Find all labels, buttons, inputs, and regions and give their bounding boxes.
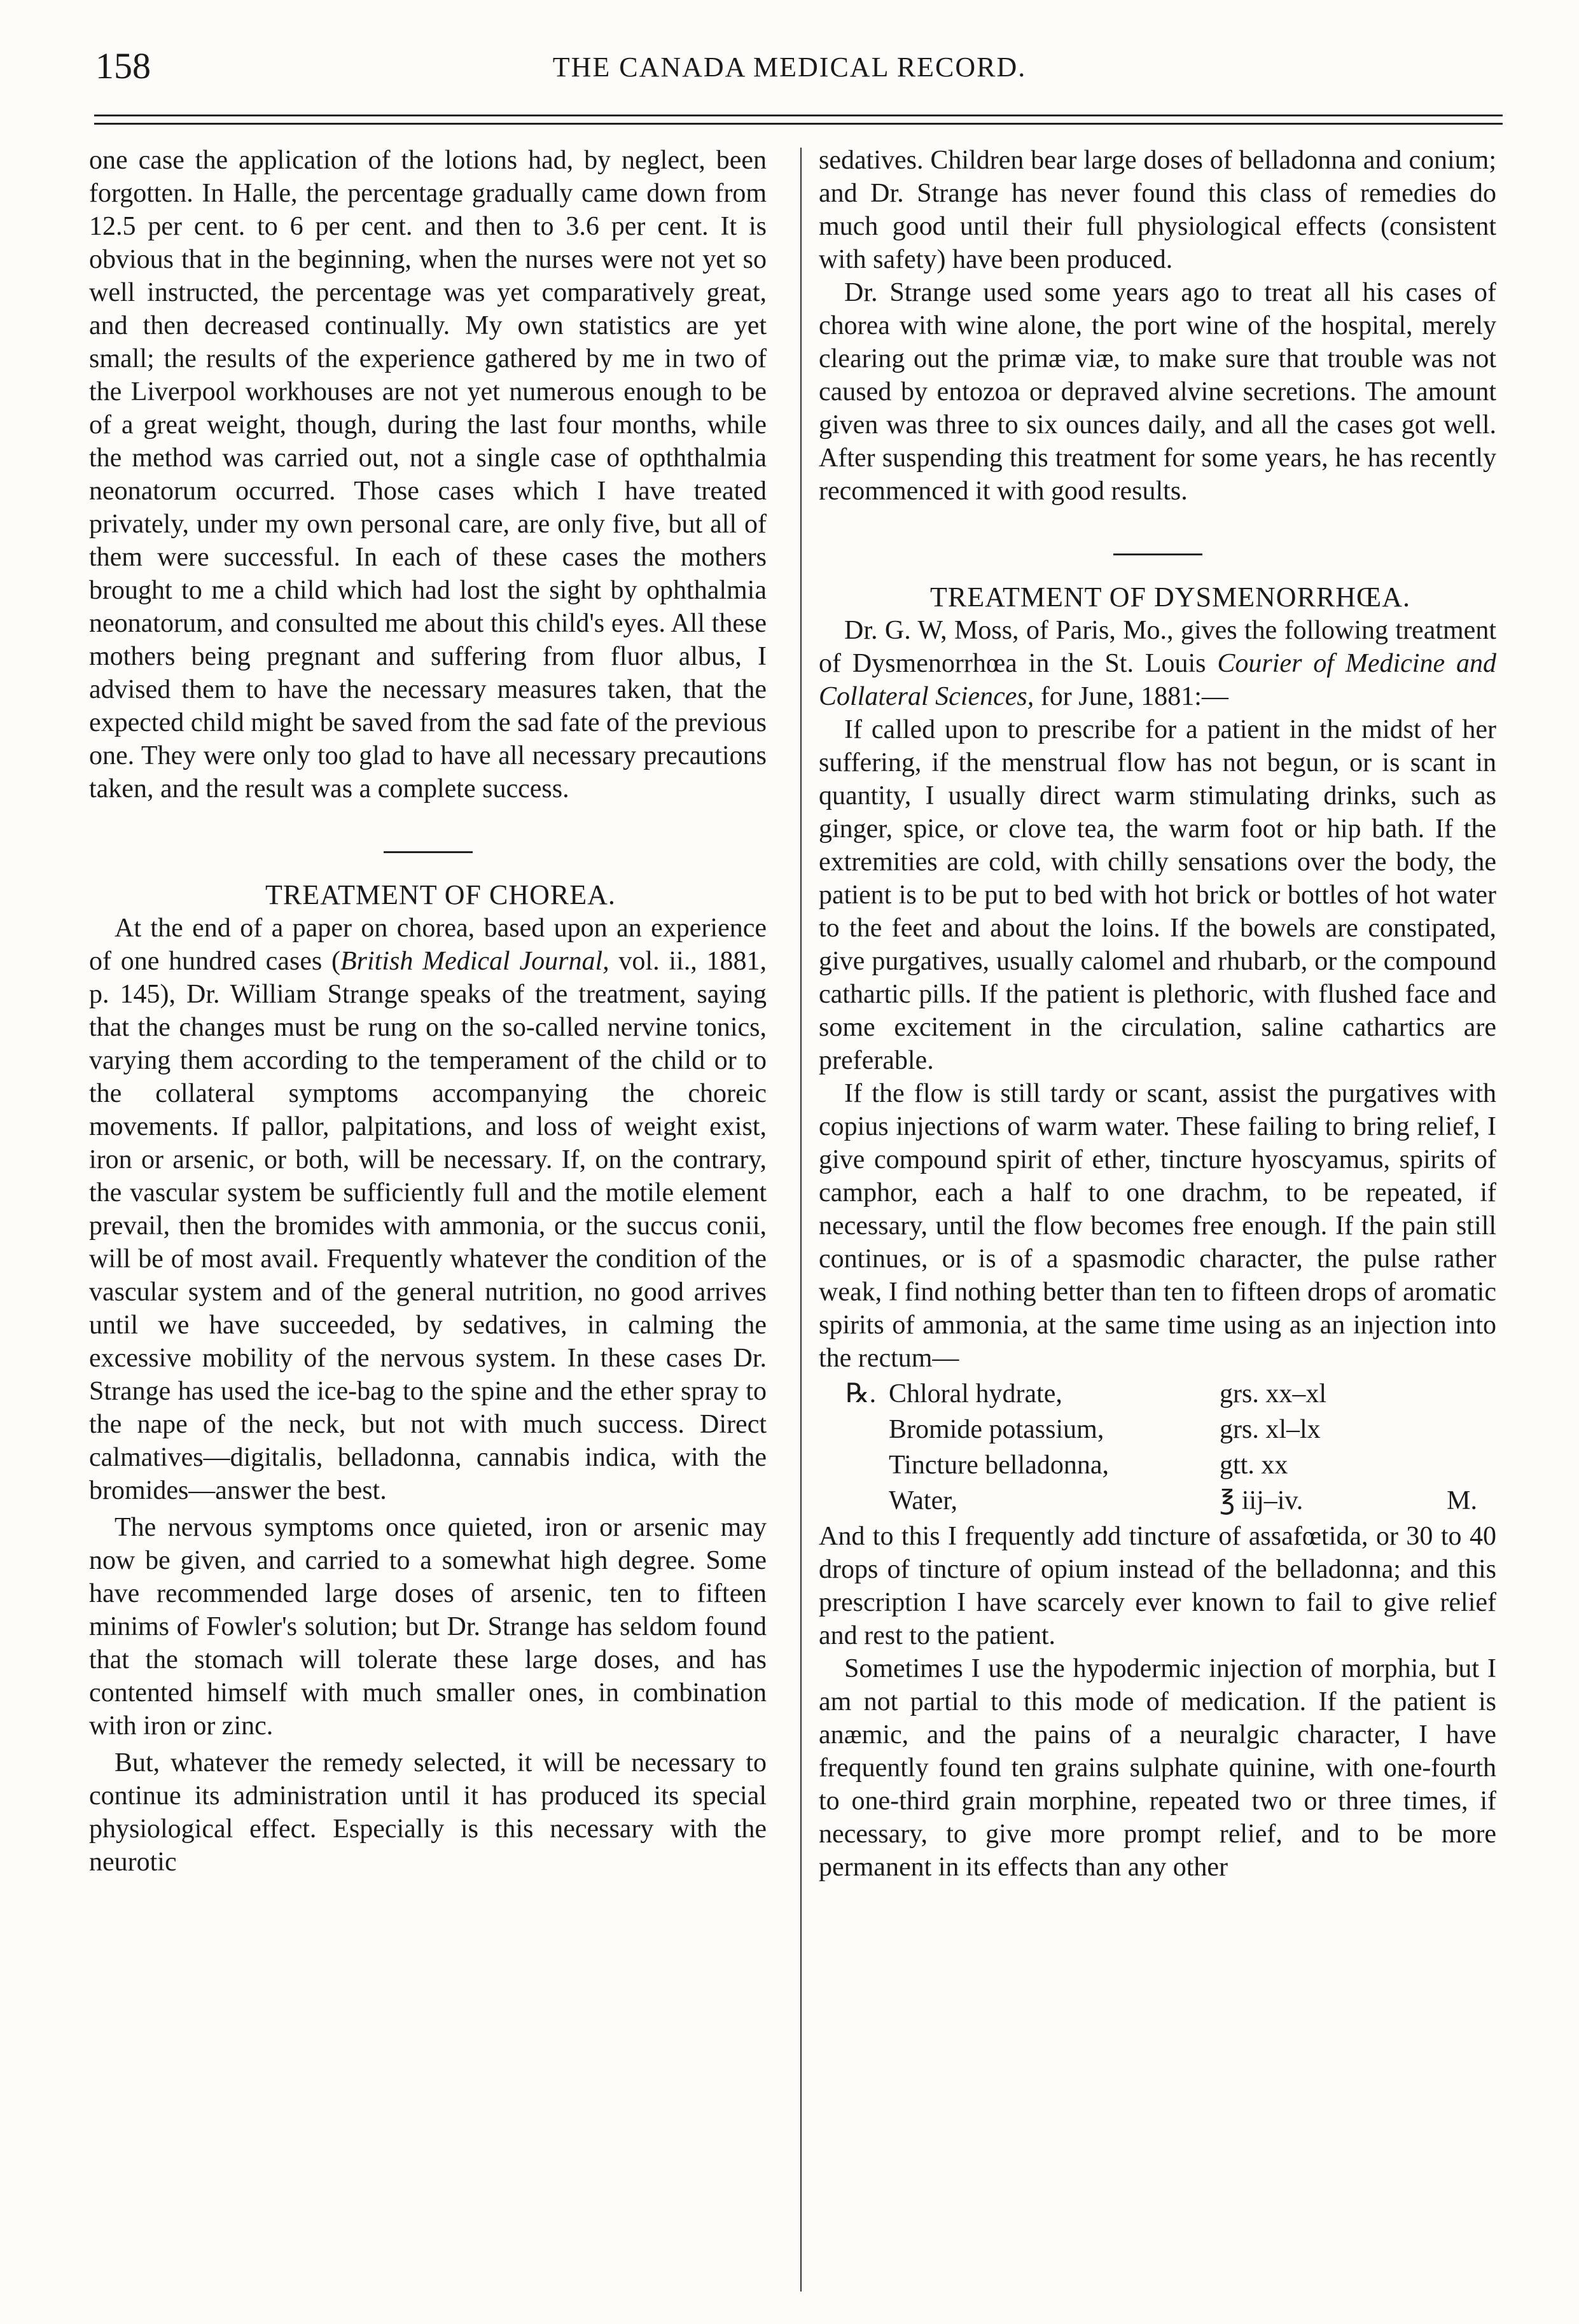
ingredient-name: Bromide potassium, [889, 1415, 1104, 1444]
paragraph-text: vol. ii., 1881, p. 145), Dr. William Strange speaks of the treatment, saying that the changes must be rung on the so-called nervine tonics, varying them according to the temperament of the child or to the collateral symptoms accompanying the choreic movements. If pallor, palpitations, and loss of weight exist, iron or arsenic, or both, will be necessary. If, on the contrary, the vascular system be sufficiently full and the motile element prevail, then the bromides with ammonia, or the succus conii, will be of most avail. Frequently whatever the condition of the vascular system and of the general nutrition, no good arrives until we have succeeded, by sedatives, in calming the excessive mobility of the nervous system. In these cases Dr. Strange has used the ice-bag to the spine and the ether spray to the nape of the neck, but not with much success. Direct calmatives—digitalis, belladonna, cannabis indica, with the bromides—answer the best. [89, 947, 767, 1505]
section-heading-chorea: TREATMENT OF CHOREA. [265, 879, 616, 910]
ingredient-name: Chloral hydrate, [889, 1379, 1062, 1409]
ingredient-name: Tincture belladonna, [889, 1451, 1109, 1480]
paragraph: If the flow is still tardy or scant, assist the purgatives with copius injections of warm water. These failing to bring relief, I give compound spirit of ether, tincture hyoscyamus, spirits of camphor, each a half to one drachm, to be repeated, if necessary, until the flow becomes free enough. If the pain still continues, or is of a spasmodic character, the pulse rather weak, I find nothing better than ten to fifteen drops of aromatic spirits of ammonia, at the same time using as an injection into the rectum— [819, 1079, 1496, 1373]
section-divider [1113, 553, 1202, 555]
paragraph: The nervous symptoms once quieted, iron or arsenic may now be given, and carried to a somewhat high degree. Some have recommended large doses of arsenic, ten to fifteen minims of Fowler's solution; but Dr. Strange has seldom found that the stomach will tolerate these large doses, and has contented himself with much smaller ones, in combination with iron or zinc. [89, 1513, 767, 1741]
column-divider [800, 148, 802, 2292]
paragraph-text: At the end of a paper on chorea, based upon an experience of one hundred cases ( [89, 914, 767, 976]
prescription [819, 1377, 1496, 1517]
paragraph: But, whatever the remedy selected, it will be necessary to continue its administration until it has produced its special physiological effect. Especially is this necessary with the neurotic [89, 1748, 767, 1877]
section-divider [384, 851, 473, 853]
right-column [819, 144, 1496, 1884]
section-heading-dysmenorrhoea: TREATMENT OF DYSMENORRHŒA. [930, 581, 1410, 613]
paragraph: Dr. Strange used some years ago to treat all his cases of chorea with wine alone, the port wine of the hospital, merely clearing out the primæ viæ, to make sure that trouble was not caused by entozoa or depraved alvine secretions. The amount given was three to six ounces daily, and all the cases got well. After suspending this treatment for some years, he has recently recommenced it with good results. [819, 278, 1496, 506]
paragraph [89, 912, 767, 1507]
paragraph: If called upon to prescribe for a patient in the midst of her suffering, if the menstrual flow has not begun, or is scant in quantity, I usually direct warm stimulating drinks, such as ginger, spice, or clove tea, the warm foot or hip bath. If the extremities are cold, with chilly sensations over the body, the patient is to be put to bed with hot brick or bottles of hot water to the feet and about the loins. If the bowels are constipated, give purgatives, usually calomel and rhubarb, or the compound cathartic pills. If the patient is plethoric, with flushed face and some excitement in the circulation, saline cathartics are preferable. [819, 715, 1496, 1075]
header-rule-top [94, 115, 1503, 116]
header-rule-bottom [94, 123, 1503, 125]
ingredient-dose: grs. xx–xl [1220, 1379, 1326, 1409]
prescription-line [819, 1484, 1496, 1517]
ingredient-dose: ℥ iij–iv. [1220, 1486, 1304, 1515]
running-title: THE CANADA MEDICAL RECORD. [552, 52, 1027, 83]
misce-mark: M. [1447, 1486, 1477, 1515]
ingredient-dose: grs. xl–lx [1220, 1415, 1321, 1444]
paragraph: sedatives. Children bear large doses of belladonna and conium; and Dr. Strange has never found this class of remedies do much good until their full physiological effects (consistent with safety) have been produced. [819, 146, 1496, 274]
journal-citation: British Medical Journal, [340, 947, 609, 976]
prescription-line [819, 1377, 1496, 1410]
prescription-line [819, 1413, 1496, 1446]
paragraph: Sometimes I use the hypodermic injection of morphia, but I am not partial to this mode of medication. If the patient is anæmic, and the pains of a neuralgic character, I have frequently found ten grains sulphate quinine, with one-fourth to one-third grain morphine, repeated two or three times, if necessary, to give more prompt relief, and to be more permanent in its effects than any other [819, 1654, 1496, 1882]
page-number: 158 [95, 45, 151, 87]
ingredient-name: Water, [889, 1486, 958, 1515]
left-column [89, 144, 767, 1879]
prescription-line [819, 1449, 1496, 1482]
journal-citation: Courier of Medicine and Collateral Sciences, [819, 649, 1496, 711]
paragraph [819, 614, 1496, 713]
recipe-symbol: ℞. [845, 1379, 877, 1409]
paragraph: one case the application of the lotions had, by neglect, been forgotten. In Halle, the percentage gradually came down from 12.5 per cent. to 6 per cent. and then to 3.6 per cent. It is obvious that in the beginning, when the nurses were not yet so well instructed, the percentage was yet comparatively great, and then decreased continually. My own statistics are yet small; the results of the experience gathered by me in two of the Liverpool workhouses are not yet numerous enough to be of a great weight, though, during the last four months, while the method was carried out, not a single case of opththalmia neonatorum occurred. Those cases which I have treated privately, under my own personal care, are only five, but all of them were successful. In each of these cases the mothers brought to me a child which had lost the sight by ophthalmia neonatorum, and consulted me about this child's eyes. All these mothers being pregnant and suffering from fluor albus, I advised them to have the necessary measures taken, that the expected child might be saved from the sad fate of the previous one. They were only too glad to have all necessary precautions taken, and the result was a complete success. [89, 146, 767, 804]
paragraph-text: for June, 1881:— [1034, 682, 1228, 711]
paragraph-text: Dr. G. W, Moss, of Paris, Mo., gives the following treatment of Dysmenorrhœa in the St. Louis [819, 616, 1496, 678]
paragraph: And to this I frequently add tincture of assafœtida, or 30 to 40 drops of tincture of opium instead of the belladonna; and this prescription I have scarcely ever known to fail to give relief and rest to the patient. [819, 1522, 1496, 1650]
ingredient-dose: gtt. xx [1220, 1451, 1288, 1480]
